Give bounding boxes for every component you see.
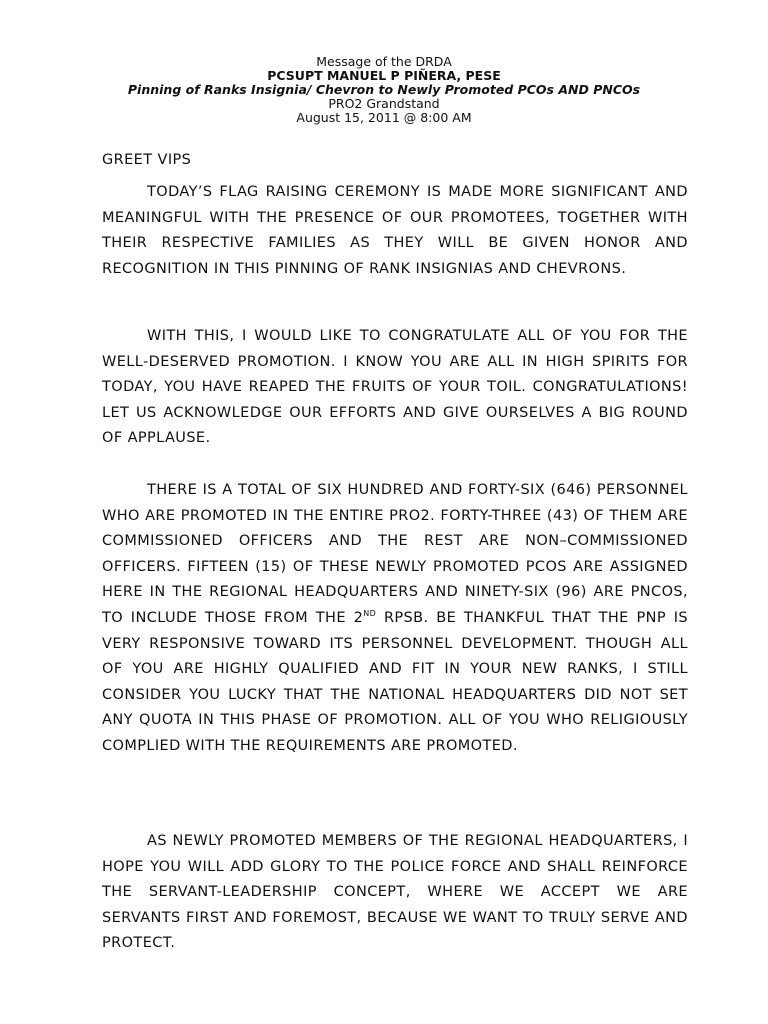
paragraph-2 (102, 324, 688, 452)
header-message-title: Message of the DRDA (316, 54, 452, 69)
paragraph-4 (102, 829, 688, 957)
paragraph-2-text: WITH THIS, I WOULD LIKE TO CONGRATULATE ALL OF YOU FOR THE WELL-DESERVED PROMOTION. I KNOW YOU ARE ALL IN HIGH SPIRITS FOR TODAY, YOU HAVE REAPED THE FRUITS OF YOUR TOIL. CONGRATULATIONS! LET US ACKNOWLEDGE OUR EFFORTS AND GIVE OURSELVES A BIG ROUND OF APPLAUSE. (102, 328, 688, 447)
document-header (0, 55, 768, 125)
header-event-title: Pinning of Ranks Insignia/ Chevron to Newly Promoted PCOs AND PNCOs (127, 82, 641, 97)
paragraph-3-text-part-a: THERE IS A TOTAL OF SIX HUNDRED AND FORTY-SIX (646) PERSONNEL WHO ARE PROMOTED IN THE ENTIRE PRO2. FORTY-THREE (43) OF THEM ARE COMMISSIONED OFFICERS AND THE REST ARE NON–COMMISSIONED OFFICERS. FIFTEEN (15) OF THESE NEWLY PROMOTED PCOS ARE ASSIGNED HERE IN THE REGIONAL HEADQUARTERS AND NINETY-SIX (96) ARE PNCOS, TO INCLUDE THOSE FROM THE 2 (102, 482, 688, 626)
ordinal-superscript: ND (363, 608, 377, 618)
paragraph-1-text: TODAY’S FLAG RAISING CEREMONY IS MADE MORE SIGNIFICANT AND MEANINGFUL WITH THE PRESENCE OF OUR PROMOTEES, TOGETHER WITH THEIR RESPECTIVE FAMILIES AS THEY WILL BE GIVEN HONOR AND RECOGNITION IN THIS PINNING OF RANK INSIGNIAS AND CHEVRONS. (102, 184, 688, 277)
header-speaker-name: PCSUPT MANUEL P PIÑERA, PESE (267, 68, 501, 83)
paragraph-4-text: AS NEWLY PROMOTED MEMBERS OF THE REGIONAL HEADQUARTERS, I HOPE YOU WILL ADD GLORY TO THE POLICE FORCE AND SHALL REINFORCE THE SERVANT-LEADERSHIP CONCEPT, WHERE WE ACCEPT WE ARE SERVANTS FIRST AND FOREMOST, BECAUSE WE WANT TO TRULY SERVE AND PROTECT. (102, 833, 688, 952)
paragraph-3-text-part-b: RPSB. BE THANKFUL THAT THE PNP IS VERY RESPONSIVE TOWARD ITS PERSONNEL DEVELOPMENT. THOUGH ALL OF YOU ARE HIGHLY QUALIFIED AND FIT IN YOUR NEW RANKS, I STILL CONSIDER YOU LUCKY THAT THE NATIONAL HEADQUARTERS DID NOT SET ANY QUOTA IN THIS PHASE OF PROMOTION. ALL OF YOU WHO RELIGIOUSLY COMPLIED WITH THE REQUIREMENTS ARE PROMOTED. (102, 609, 688, 754)
greeting-line: GREET VIPS (102, 152, 192, 168)
header-date: August 15, 2011 @ 8:00 AM (296, 110, 472, 125)
paragraph-3-text (102, 478, 688, 760)
paragraph-3 (102, 478, 688, 760)
header-venue: PRO2 Grandstand (328, 96, 440, 111)
paragraph-1 (102, 180, 688, 282)
